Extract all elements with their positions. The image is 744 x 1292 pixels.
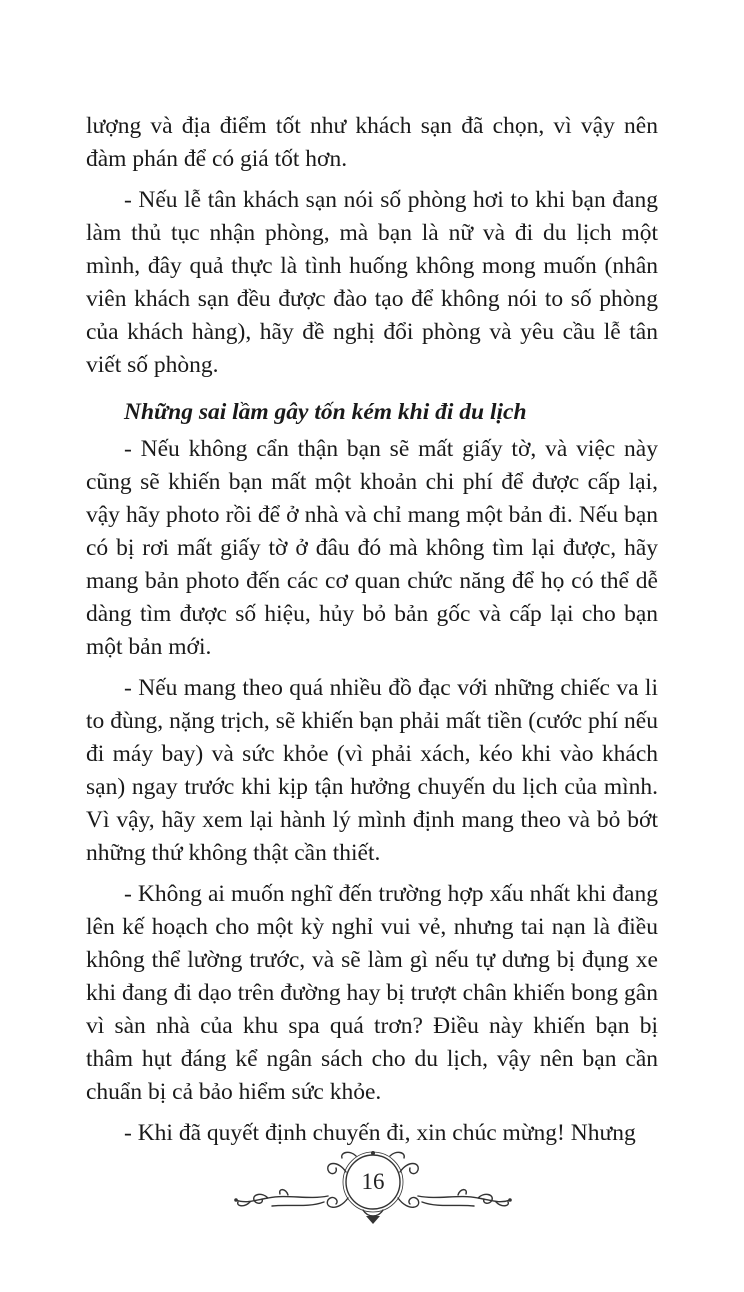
paragraph-insurance: - Không ai muốn nghĩ đến trường hợp xấu nhất khi đang lên kế hoạch cho một kỳ nghỉ vui vẻ, nhưng tai nạn là điều không thể lường trước, và sẽ làm gì nếu tự dưng bị đụng xe khi đang đi dạo trên đường hay bị trượt chân khiến bong gân vì sàn nhà của khu spa quá trơn? Điều này khiến bạn bị thâm hụt đáng kể ngân sách cho du lịch, vậy nên bạn cần chuẩn bị cả bảo hiểm sức khỏe. [86, 881, 658, 1105]
page-body [86, 110, 658, 1150]
paragraph-luggage: - Nếu mang theo quá nhiều đồ đạc với những chiếc va li to đùng, nặng trịch, sẽ khiến bạn phải mất tiền (cước phí nếu đi máy bay) và sức khỏe (vì phải xách, kéo khi vào khách sạn) ngay trước khi kịp tận hưởng chuyến du lịch của mình. Vì vậy, hãy xem lại hành lý mình định mang theo và bỏ bớt những thứ không thật cần thiết. [86, 675, 658, 866]
paragraph-trip-decision: - Khi đã quyết định chuyến đi, xin chúc mừng! Nhưng [124, 1120, 636, 1146]
section-heading: Những sai lầm gây tốn kém khi đi du lịch [124, 399, 527, 425]
paragraph-continuation: lượng và địa điểm tốt như khách sạn đã chọn, vì vậy nên đàm phán để có giá tốt hơn. [86, 113, 658, 172]
page-footer-ornament [228, 1150, 518, 1230]
page-number: 16 [361, 1169, 385, 1194]
paragraph-room-number: - Nếu lễ tân khách sạn nói số phòng hơi to khi bạn đang làm thủ tục nhận phòng, mà bạn là nữ và đi du lịch một mình, đây quả thực là tình huống không mong muốn (nhân viên khách sạn đều được đào tạo để không nói to số phòng của khách hàng), hãy đề nghị đổi phòng và yêu cầu lễ tân viết số phòng. [86, 187, 658, 378]
paragraph-documents: - Nếu không cẩn thận bạn sẽ mất giấy tờ, và việc này cũng sẽ khiến bạn mất một khoản chi phí để được cấp lại, vậy hãy photo rồi để ở nhà và chỉ mang một bản đi. Nếu bạn có bị rơi mất giấy tờ ở đâu đó mà không tìm lại được, hãy mang bản photo đến các cơ quan chức năng để họ có thể dễ dàng tìm được số hiệu, hủy bỏ bản gốc và cấp lại cho bạn một bản mới. [86, 436, 658, 660]
